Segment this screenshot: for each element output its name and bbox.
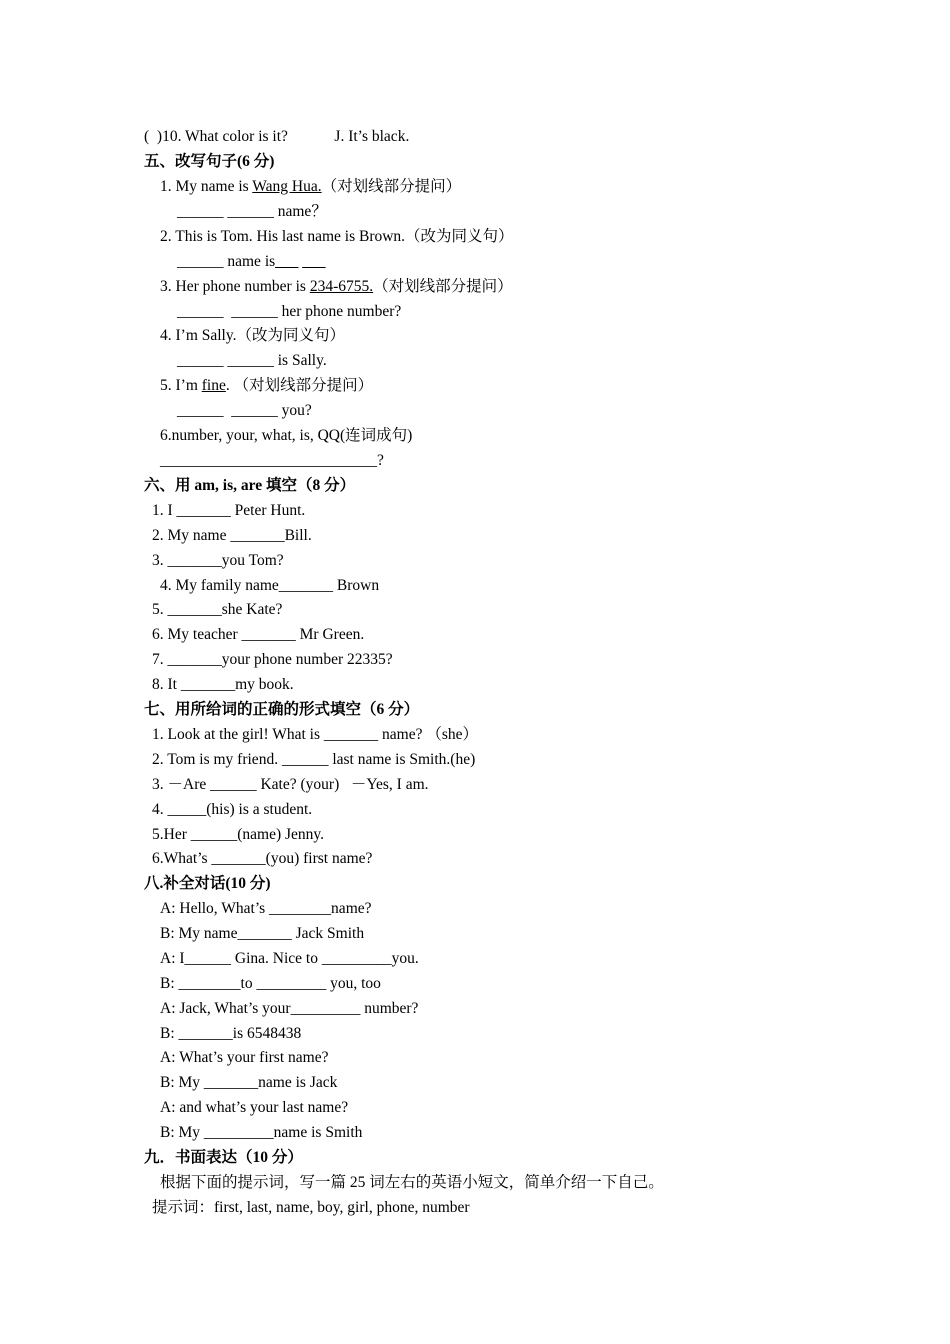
text-line: A: Hello, What’s ________name? [160, 900, 372, 917]
text-line: B: ________to _________ you, too [160, 975, 381, 992]
text-fragment: （对划线部分提问） [321, 178, 462, 195]
text-line: B: My _______name is Jack [160, 1074, 338, 1091]
text-line: 4. My family name_______ Brown [160, 577, 380, 594]
section-heading: 七、用所给词的正确的形式填空（6 分） [144, 701, 420, 718]
text-line: B: My _________name is Smith [160, 1124, 363, 1141]
text-line: B: My name_______ Jack Smith [160, 925, 365, 942]
text-line: 1. Look at the girl! What is _______ name? （she） [152, 726, 479, 743]
text-fragment: （对划线部分提问） [373, 278, 513, 295]
text-line: ______ ______ you? [177, 402, 312, 419]
section-heading: 六、用 am, is, are 填空（8 分） [144, 477, 356, 494]
text-line: B: _______is 6548438 [160, 1025, 302, 1042]
text-line: 5.Her ______(name) Jenny. [152, 826, 325, 843]
text-line: ______ ______ is Sally. [177, 352, 327, 369]
text-line: ( )10. What color is it? J. It’s black. [144, 128, 410, 145]
text-line: 6.What’s _______(you) first name? [152, 850, 373, 867]
text-line: 2. This is Tom. His last name is Brown.（改为同义句） [160, 228, 514, 245]
text-line: 4. I’m Sally.（改为同义句） [160, 327, 345, 344]
text-line: 3. _______you Tom? [152, 552, 284, 569]
underlined-fragment: Wang Hua. [252, 178, 322, 195]
underlined-fragment: ___ [275, 253, 299, 270]
text-line: 3. －Are ______ Kate? (your) －Yes, I am. [152, 776, 429, 793]
text-line: 6. My teacher _______ Mr Green. [152, 626, 365, 643]
text-line: A: Jack, What’s your_________ number? [160, 1000, 419, 1017]
section-heading: 五、改写句子(6 分) [144, 153, 275, 170]
section-heading: 九．书面表达（10 分） [144, 1149, 303, 1166]
text-line [160, 177, 461, 197]
text-line: 7. _______your phone number 22335? [152, 651, 393, 668]
section-heading: 八.补全对话(10 分) [144, 875, 271, 892]
text-line: A: I______ Gina. Nice to _________you. [160, 950, 419, 967]
text-line: A: What’s your first name? [160, 1049, 329, 1066]
text-fragment: ______ name is [177, 253, 276, 270]
text-fragment: 1. My name is [160, 178, 253, 195]
text-fragment: . （对划线部分提问） [225, 377, 374, 394]
underlined-fragment: 234-6755. [309, 278, 374, 295]
text-line: 2. Tom is my friend. ______ last name is Smith.(he) [152, 751, 476, 768]
text-line: 1. I _______ Peter Hunt. [152, 502, 306, 519]
text-line [177, 252, 326, 272]
text-line [160, 277, 513, 297]
text-fragment: 5. I’m [160, 377, 202, 394]
underlined-fragment: fine [201, 377, 226, 394]
text-line: 根据下面的提示词，写一篇 25 词左右的英语小短文，简单介绍一下自己。 [160, 1174, 664, 1191]
text-line: 6.number, your, what, is, QQ(连词成句) [160, 427, 413, 444]
text-line: 提示词：first, last, name, boy, girl, phone, number [152, 1199, 470, 1216]
text-line: A: and what’s your last name? [160, 1099, 349, 1116]
text-line: 5. _______she Kate? [152, 601, 283, 618]
text-line: 4. _____(his) is a student. [152, 801, 313, 818]
text-line: 2. My name _______Bill. [152, 527, 312, 544]
text-line [160, 376, 373, 396]
underlined-fragment: ___ [302, 253, 326, 270]
text-line: ______ ______ her phone number? [177, 303, 402, 320]
text-fragment: 3. Her phone number is [160, 278, 310, 295]
text-line: 8. It _______my book. [152, 676, 294, 693]
text-line: ____________________________? [160, 452, 384, 469]
text-line: ______ ______ name？ [177, 203, 327, 220]
